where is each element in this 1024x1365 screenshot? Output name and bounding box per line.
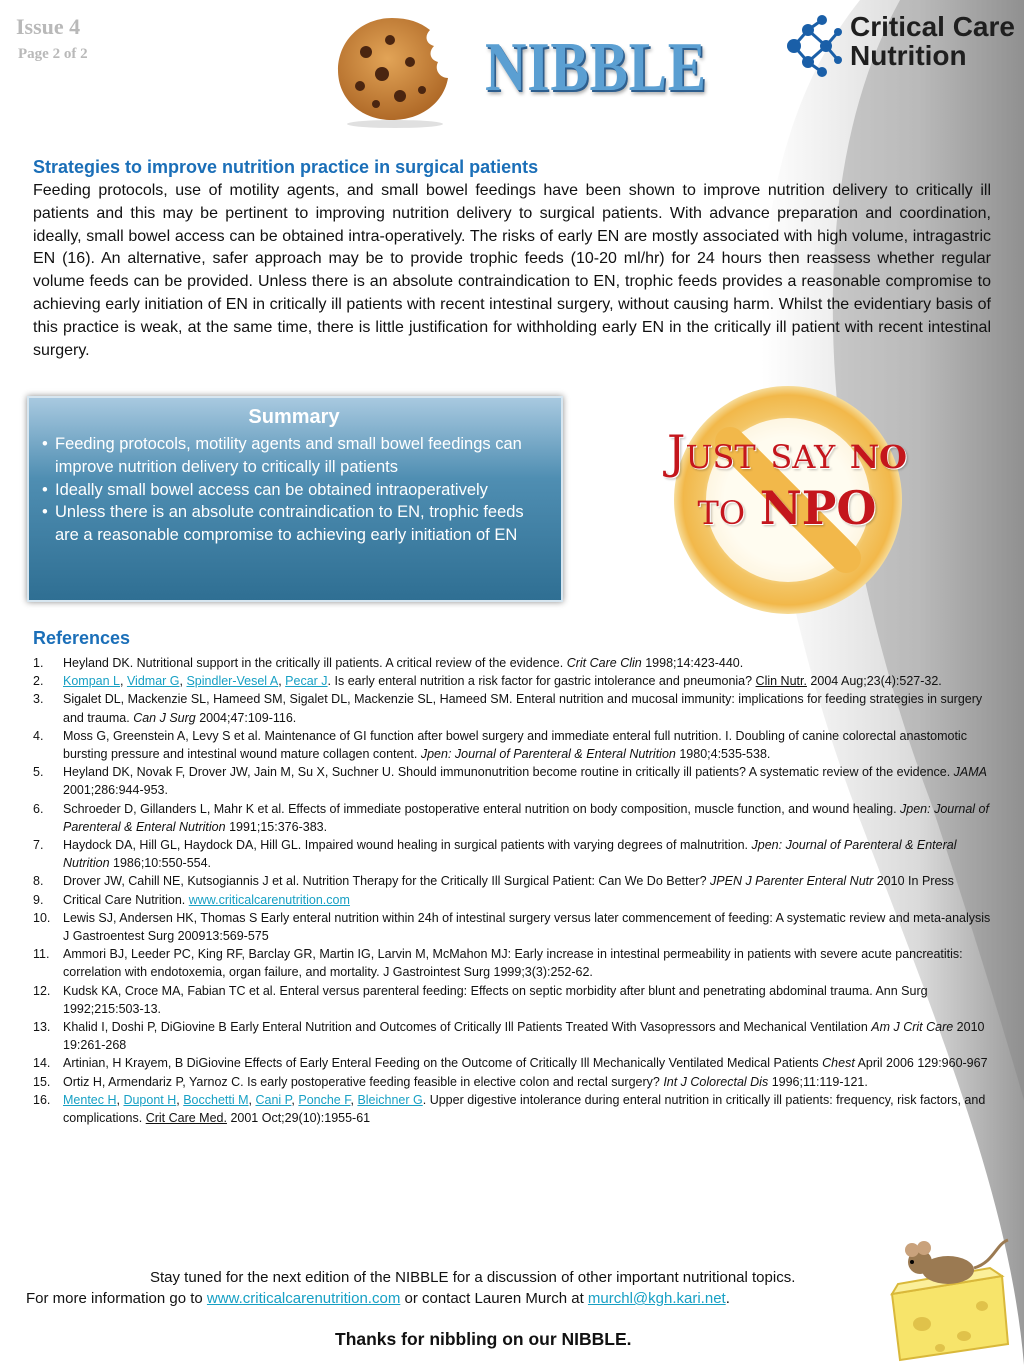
reference-number: 16. (33, 1092, 51, 1107)
reference-number: 1. (33, 656, 44, 670)
reference-item: 4. Moss G, Greenstein A, Levy S et al. Maintenance of GI function after bowel surgery and immediate enteral full nutrition. I. Doubling of canine colorectal anastomotic bursting pressure and intestinal wound mature collagen content. Jpen: Journal of Parenteral & Enteral Nutrition 1980;4:535-538. (33, 728, 967, 762)
journal-name: Jpen: Journal of Parenteral & Enteral Nutrition (420, 747, 676, 762)
reference-item: 15. Ortiz H, Armendariz P, Yarnoz C. Is early postoperative feeding feasible in elective colon and rectal surgery? Int J Colorectal Dis 1996;11:119-121. (33, 1073, 995, 1091)
reference-number: 2. (33, 674, 44, 689)
slogan-emphasis: NPO (759, 481, 877, 535)
references-list (33, 654, 995, 1127)
footer-contact (26, 1290, 846, 1307)
journal-name: Int J Colorectal Dis (663, 1074, 769, 1089)
author-link[interactable]: Dupont H (123, 1092, 177, 1107)
summary-list (41, 433, 547, 547)
footer-text: or contact Lauren Murch at (400, 1290, 588, 1307)
page-number: Page 2 of 2 (18, 46, 88, 62)
reference-number: 15. (33, 1074, 51, 1089)
reference-number: 4. (33, 728, 44, 743)
summary-item: • Unless there is an absolute contraindication to EN, trophic feeds are a reasonable compromise to achieving early initiation of EN (41, 501, 547, 547)
reference-number: 3. (33, 692, 44, 707)
author-link[interactable]: Mentec H (63, 1092, 117, 1107)
logo-line-1: Critical Care (850, 11, 1015, 42)
reference-item: 13. Khalid I, Doshi P, DiGiovine B Early Enteral Nutrition and Outcomes of Critically Ill Patients Treated With Vasopressors and Mechanical Ventilation Am J Crit Care 2010 19:261-268 (33, 1020, 985, 1053)
issue-number: Issue 4 (16, 14, 81, 39)
reference-item: 3. Sigalet DL, Mackenzie SL, Hameed SM, Sigalet DL, Mackenzie SL, Hameed SM. Enteral nutrition and mucosal immunity: implications for feeding strategies in surgery and trauma. Can J Surg 2004;47:109-116. (33, 692, 983, 725)
footer-text: For more information go to (26, 1290, 207, 1307)
summary-item: • Feeding protocols, motility agents and small bowel feedings can improve nutrition delivery to critically ill patients (41, 433, 547, 479)
journal-link[interactable]: Crit Care Med. (145, 1111, 227, 1126)
section-title: Strategies to improve nutrition practice in surgical patients (33, 157, 539, 177)
reference-item: 9. Critical Care Nutrition. www.criticalcarenutrition.com (33, 891, 995, 909)
reference-number: 13. (33, 1020, 51, 1035)
cookie-image (330, 12, 460, 130)
reference-number: 6. (33, 801, 44, 816)
reference-item: 11. Ammori BJ, Leeder PC, King RF, Barclay GR, Martin IG, Larvin M, McMahon MJ: Early increase in intestinal permeability in patients with severe acute pancreatitis: correlation with endotoxemia, organ failure, and mortality. J Gastrointest Surg 1999;3(3):252-62. (33, 947, 963, 980)
reference-number: 9. (33, 892, 44, 907)
author-link[interactable]: Vidmar G (126, 674, 180, 689)
masthead-title: NIBBLE (485, 29, 707, 106)
author-link[interactable]: Bleichner G (357, 1092, 423, 1107)
journal-name: Am J Crit Care (871, 1020, 954, 1035)
footer-text: . (725, 1290, 730, 1307)
reference-number: 5. (33, 765, 44, 780)
logo-text (850, 12, 1015, 70)
slogan-line-2 (592, 480, 982, 536)
journal-name: JPEN J Parenter Enteral Nutr (710, 874, 874, 889)
reference-item: 10. Lewis SJ, Andersen HK, Thomas S Early enteral nutrition within 24h of intestinal surgery versus later commencement of feeding: A systematic review and meta-analysis J Gastroentest Surg 200913:569-575 (33, 910, 991, 944)
reference-item: 16. Mentec H, Dupont H, Bocchetti M, Cani P, Ponche F, Bleichner G. Upper digestive intolerance during enteral nutrition in critically ill patients: frequency, risk factors, and complications. Crit Care Med. 2001 Oct;29(10):1955-61 (33, 1092, 986, 1126)
slogan (592, 424, 982, 536)
logo-line-2: Nutrition (850, 40, 967, 71)
summary-title: Summary (248, 406, 340, 428)
author-link[interactable]: Kompan L (63, 674, 120, 689)
reference-item: 8. Drover JW, Cahill NE, Kutsogiannis J et al. Nutrition Therapy for the Critically Ill Surgical Patient: Can We Do Better? JPEN J Parenter Enteral Nutr 2010 In Press (33, 872, 995, 890)
website-link[interactable]: www.criticalcarenutrition.com (188, 892, 350, 907)
footer-email-link[interactable]: murchl@kgh.kari.net (587, 1290, 726, 1307)
author-link[interactable]: Bocchetti M (183, 1092, 249, 1107)
reference-item: 14. Artinian, H Krayem, B DiGiovine Effects of Early Enteral Feeding on the Outcome of Critically Ill Mechanically Ventilated Medical Patients Chest April 2006 129:960-967 (33, 1054, 995, 1072)
slogan-line-1 (592, 424, 982, 480)
reference-item: 12. Kudsk KA, Croce MA, Fabian TC et al. Enteral versus parenteral feeding: Effects on septic morbidity after blunt and penetrating abdominal trauma. Ann Surg 1992;215:503-13. (33, 983, 928, 1016)
reference-item: 6. Schroeder D, Gillanders L, Mahr K et al. Effects of immediate postoperative enteral nutrition on body composition, muscle function, and wound healing. Jpen: Journal of Parenteral & Enteral Nutrition 1991;15:376-383. (33, 801, 989, 834)
journal-name: JAMA (953, 765, 988, 780)
author-link[interactable]: Spindler-Vesel A (186, 674, 279, 689)
journal-name: Crit Care Clin (566, 656, 642, 670)
reference-item: 7. Haydock DA, Hill GL, Haydock DA, Hill GL. Impaired wound healing in surgical patients with varying degrees of malnutrition. Jpen: Journal of Parenteral & Enteral Nutrition 1986;10:550-554. (33, 838, 957, 871)
reference-item: 2. Kompan L, Vidmar G, Spindler-Vesel A, Pecar J. Is early enteral nutrition a risk factor for gastric intolerance and pneumonia? Clin Nutr. 2004 Aug;23(4):527-32. (33, 672, 995, 690)
mouse-on-cheese-image (878, 1232, 1018, 1362)
reference-item: 1. Heyland DK. Nutritional support in the critically ill patients. A critical review of the evidence. Crit Care Clin 1998;14:423-440. (33, 654, 995, 672)
author-link[interactable]: Pecar J (285, 674, 328, 689)
journal-link[interactable]: Clin Nutr. (755, 674, 807, 689)
journal-name: Can J Surg (133, 710, 196, 725)
journal-name: Jpen: Journal of Parenteral & Enteral Nutrition (63, 801, 989, 834)
slogan-text: to (697, 481, 760, 535)
reference-number: 7. (33, 838, 44, 853)
summary-item: • Ideally small bowel access can be obtained intraoperatively (41, 479, 547, 502)
footer-website-link[interactable]: www.criticalcarenutrition.com (206, 1290, 401, 1307)
section-body: Feeding protocols, use of motility agents, and small bowel feedings have been shown to improve nutrition delivery to critically ill patients and this may be pertinent to improving nutrition delivery to surgical patients. With advance preparation and coordination, ideally, small bowel access can be obtained intra-operatively. The risks of early EN are mostly associated with high volume, intragastric EN (16). An alternative, safer approach may be to provide trophic feeds (10-20 ml/hr) for 24 hours then reassess whether regular volume feeds can be provided. Unless there is an absolute contraindication to EN, trophic feeds provides a reasonable compromise to achieving early initiation of EN in critically ill patients with recent intestinal surgery, without causing harm. Whilst the evidentiary basis of this practice is weak, at the same time, there is little justification for withholding early EN in the critically ill patient with recent intestinal surgery. (33, 182, 991, 359)
slogan-text: Just say (667, 425, 850, 479)
footer-stay-tuned: Stay tuned for the next edition of the NIBBLE for a discussion of other important nutritional topics. (150, 1269, 796, 1286)
author-link[interactable]: Ponche F (298, 1092, 351, 1107)
journal-name: Chest (822, 1056, 855, 1071)
slogan-emphasis: no (849, 425, 907, 479)
footer-thanks: Thanks for nibbling on our NIBBLE. (335, 1329, 632, 1349)
author-link[interactable]: Cani P (255, 1092, 292, 1107)
journal-name: Jpen: Journal of Parenteral & Enteral Nutrition (63, 838, 957, 871)
reference-number: 8. (33, 874, 44, 889)
reference-item: 5. Heyland DK, Novak F, Drover JW, Jain M, Su X, Suchner U. Should immunonutrition become routine in critically ill patients? A systematic review of the evidence. JAMA 2001;286:944-953. (33, 765, 988, 798)
reference-number: 12. (33, 983, 51, 998)
reference-number: 14. (33, 1056, 51, 1071)
references-title: References (33, 628, 131, 648)
reference-number: 11. (33, 947, 50, 962)
summary-box (27, 396, 563, 602)
reference-number: 10. (33, 910, 51, 925)
